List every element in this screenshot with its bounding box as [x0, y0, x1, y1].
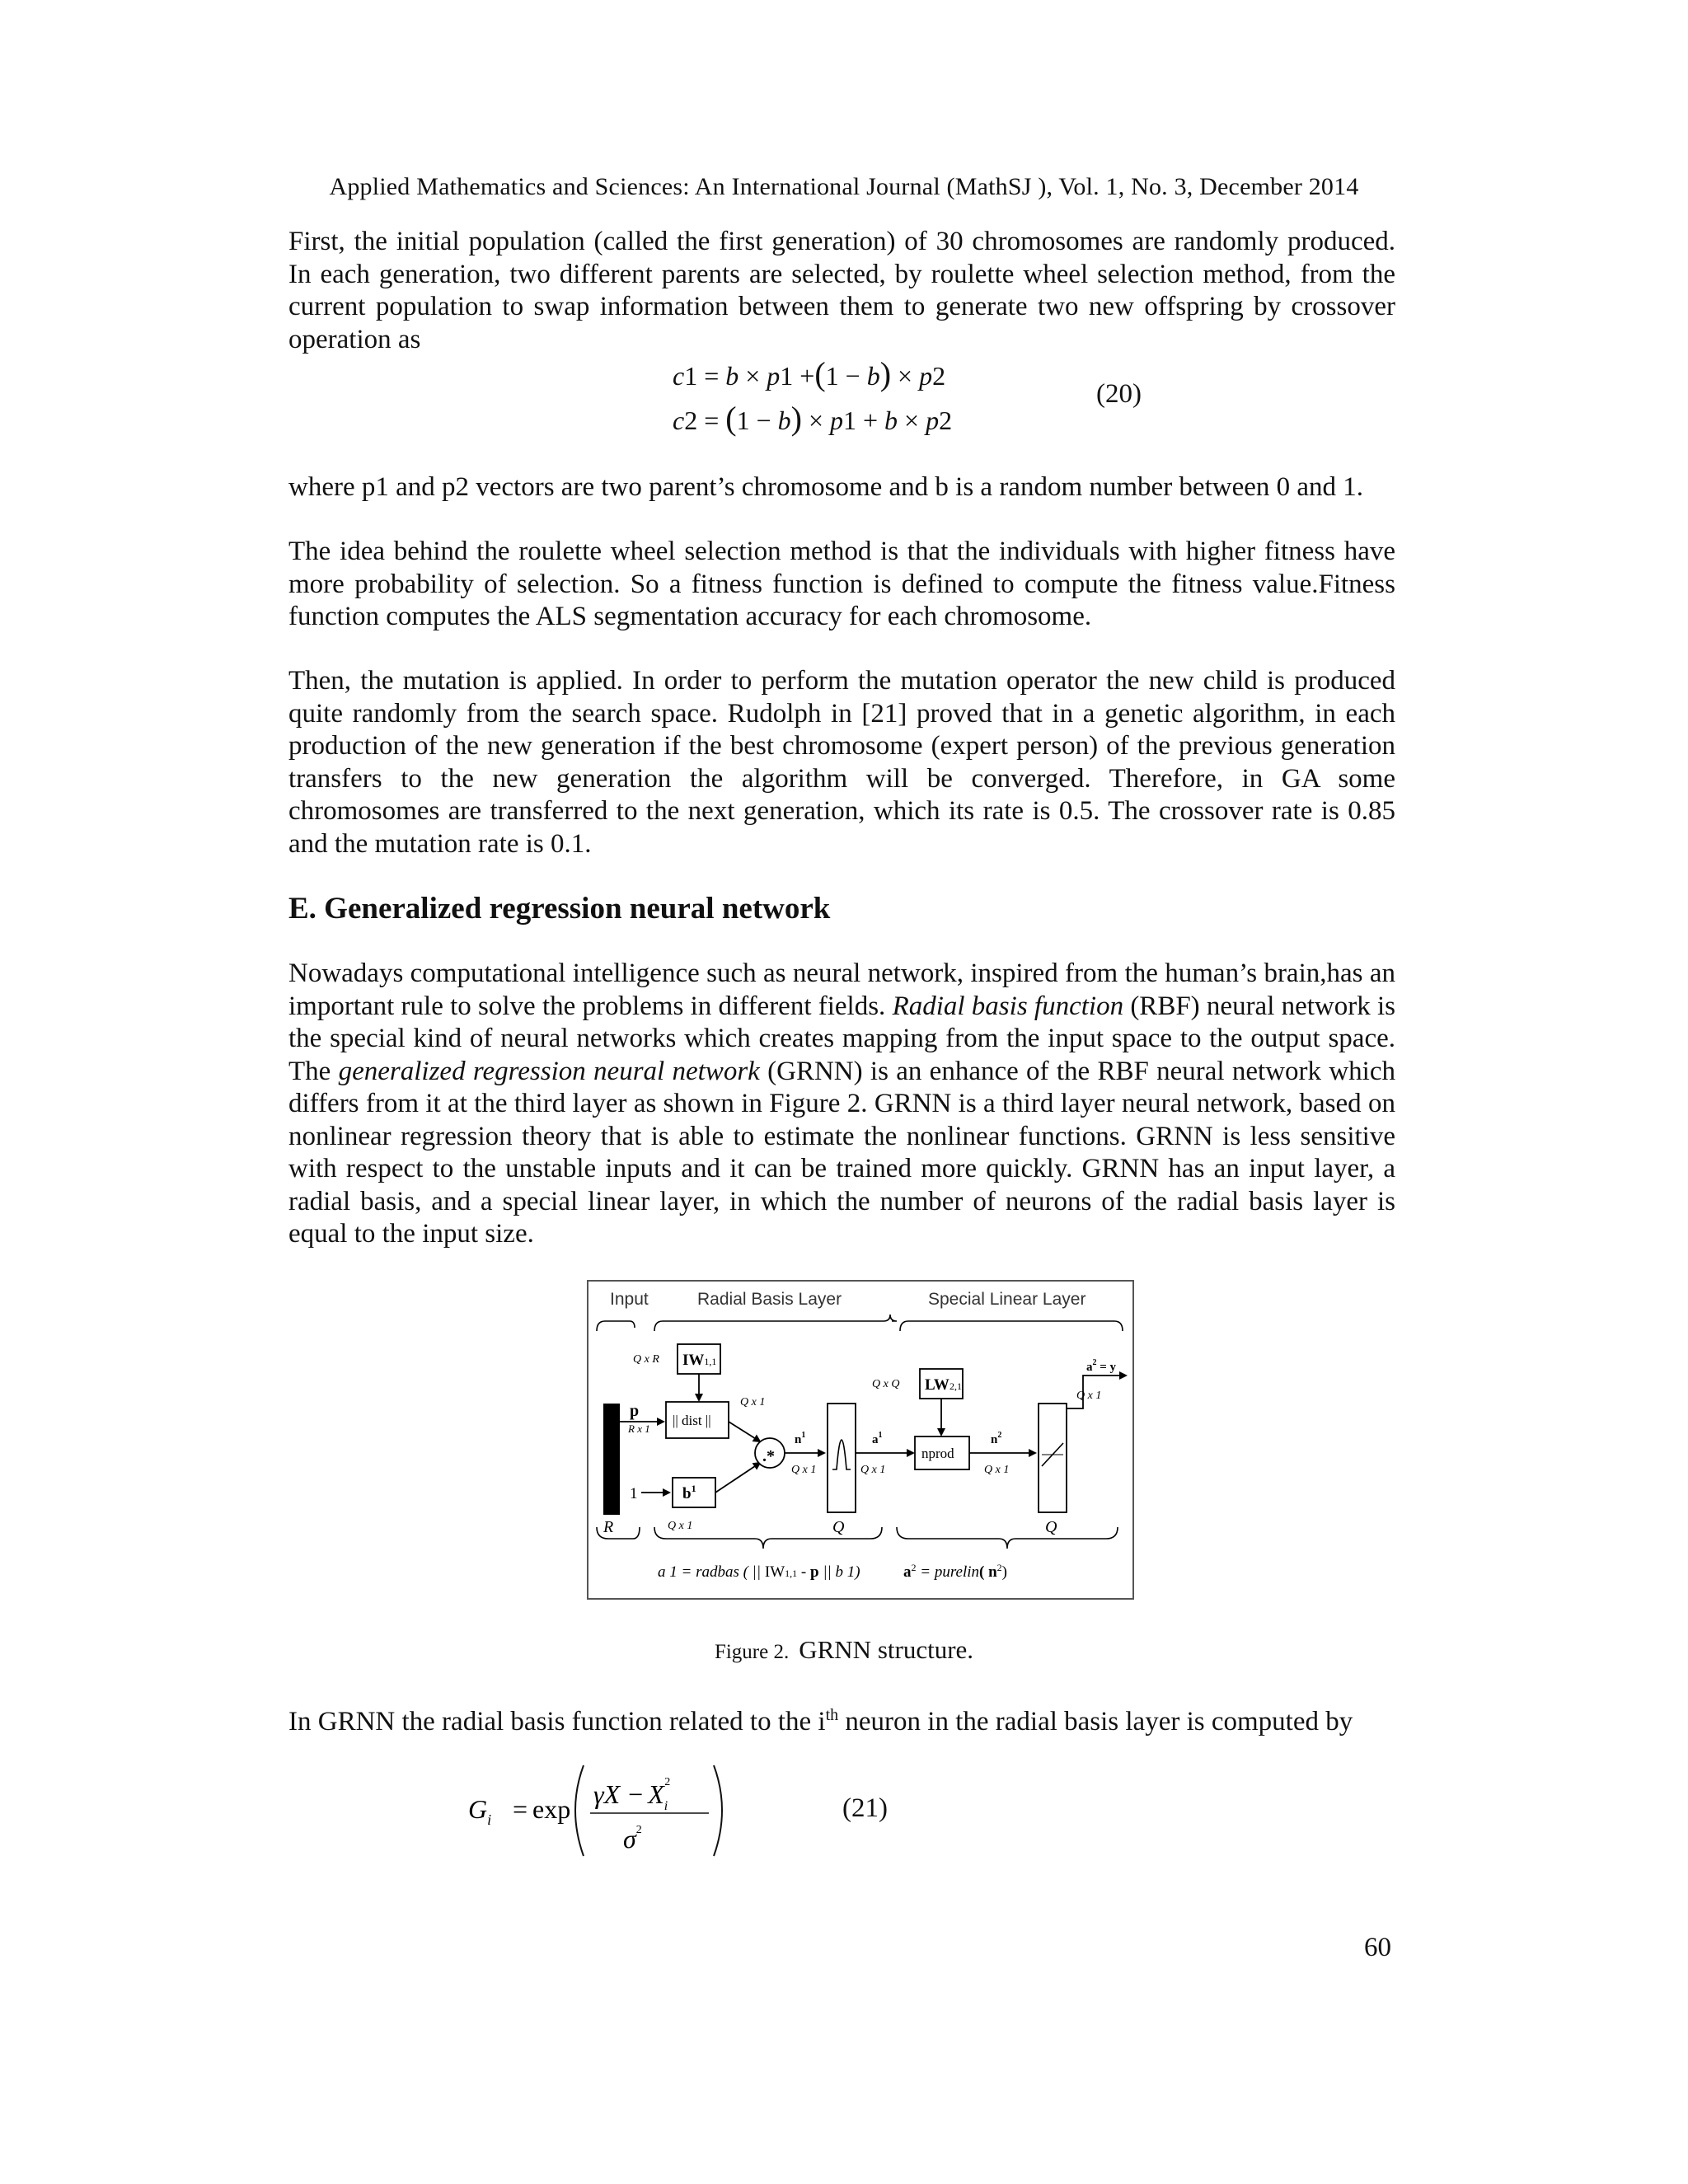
label-qxq: Q x Q	[872, 1378, 900, 1390]
equation-21-number: (21)	[842, 1793, 888, 1823]
label-n1: $n^1$	[795, 1431, 806, 1446]
label-special-linear-layer: Special Linear Layer	[928, 1290, 1086, 1309]
label-qx1-bias: Q x 1	[668, 1520, 693, 1532]
equation-20-line-1: c1 = b × p1 +(1 − b) × p2	[673, 355, 946, 392]
label-nprod: nprod	[921, 1446, 954, 1461]
equation-20-number: (20)	[1096, 379, 1142, 409]
paragraph-1-text: First, the initial population (called the first generation) of 30 chromosomes are randomly produced. In each generation, two different parents are selected, by roulette wheel selection method, from the current population to swap information between them to generate two new offspring by crossover operation as	[288, 227, 1395, 354]
paragraph-5-part-e: (GRNN) is an enhance of the RBF neural network which differs from it at the third layer as shown in Figure 2. GRNN is a third layer neural network, based on nonlinear regression theory that is able to estimate the nonlinear functions. GRNN is less sensitive with respect to the unstable inputs and it can be trained more quickly. GRNN has an input layer, a radial basis, and a special linear layer, in which the number of neurons of the radial basis layer is equal to the input size.	[288, 1056, 1395, 1249]
figure-caption-text: GRNN structure.	[799, 1635, 974, 1664]
label-iw: IW1,1	[682, 1352, 717, 1369]
purelin-box	[1039, 1404, 1067, 1512]
label-qx1-n1: Q x 1	[791, 1464, 817, 1476]
figure-caption-label: Figure 2.	[714, 1641, 790, 1663]
paragraph-5	[288, 958, 1395, 1251]
paragraph-4-text: Then, the mutation is applied. In order to perform the mutation operator the new child is produced quite randomly from the search space. Rudolph in [21] proved that in a genetic algorithm, in each production of the new generation if the best chromosome (expert person) of the previous generation transfers to the new generation the algorithm will be converged. Therefore, in GA some chromosomes are transferred to the next generation, which its rate is 0.5. The crossover rate is 0.85 and the mutation rate is 0.1.	[288, 666, 1395, 859]
label-R: R	[603, 1518, 614, 1536]
equation-21-svg	[462, 1755, 742, 1863]
eq21-right-paren	[714, 1765, 722, 1856]
section-heading: E. Generalized regression neural network	[288, 892, 831, 926]
label-b1: $b^1$	[682, 1483, 696, 1502]
label-qx1-a1: Q x 1	[860, 1464, 886, 1476]
figure-caption	[0, 1635, 1688, 1665]
label-input: Input	[610, 1290, 649, 1309]
label-qx1-output: Q x 1	[1076, 1390, 1102, 1402]
label-one: 1	[630, 1485, 638, 1502]
paragraph-4	[288, 665, 1395, 860]
label-a2y: $a^2 = y$	[1086, 1358, 1117, 1374]
label-q-purelin: Q	[1045, 1518, 1057, 1536]
paragraph-6-text: In GRNN the radial basis function related to the $i^{th}$ neuron in the radial basis layer is computed by	[288, 1706, 1353, 1736]
label-q-radbas: Q	[832, 1518, 845, 1536]
eq21-equals: =	[513, 1794, 528, 1824]
eq21-numerator: $\gamma X - X_i2$	[593, 1776, 671, 1813]
label-qxr: Q x R	[633, 1353, 659, 1366]
input-vector-bar	[603, 1404, 620, 1515]
label-qx1-dist: Q x 1	[740, 1396, 766, 1408]
label-rx1: R x 1	[628, 1422, 650, 1435]
paragraph-5-part-c: (RBF) neural network is the special kind of neural networks which creates mapping from the input space to the output space. The	[288, 991, 1396, 1086]
paragraph-1	[288, 226, 1395, 356]
label-dist: || dist ||	[673, 1413, 711, 1428]
paragraph-3-text: The idea behind the roulette wheel selection method is that the individuals with higher fitness have more probability of selection. So a fitness function is defined to compute the fitness value.Fitness function computes the ALS segmentation accuracy for each chromosome.	[288, 537, 1395, 631]
radbas-box	[828, 1404, 856, 1512]
eq21-left-paren	[575, 1765, 584, 1856]
term-grnn: generalized regression neural network	[338, 1056, 760, 1086]
grnn-diagram	[587, 1280, 1134, 1600]
label-radial-basis-layer: Radial Basis Layer	[697, 1290, 842, 1309]
term-rbf: Radial basis function	[892, 991, 1124, 1021]
page-number: 60	[1364, 1933, 1391, 1962]
label-p: p	[630, 1402, 640, 1420]
paragraph-5-part-a: Nowadays computational intelligence such as neural network, inspired from the human’s brain,has an important rule to solve the problems in different fields.	[288, 958, 1395, 1021]
running-header: Applied Mathematics and Sciences: An International Journal (MathSJ ), Vol. 1, No. 3, December 2014	[329, 173, 1359, 200]
paragraph-2	[288, 471, 1395, 504]
formula-purelin: $a^2$ = purelin( $n^2$)	[903, 1562, 1007, 1581]
paragraph-2-text: where p1 and p2 vectors are two parent’s chromosome and b is a random number between 0 and 1.	[288, 472, 1364, 502]
label-dot: .*	[762, 1447, 775, 1465]
label-lw: LW2,1	[925, 1376, 962, 1394]
formula-radbas: a 1 = radbas ( || IW1,1 - p || b 1)	[658, 1563, 860, 1581]
paragraph-3	[288, 536, 1395, 634]
equation-20-line-2: c2 = (1 − b) × p1 + b × p2	[673, 400, 953, 437]
figure-grnn-structure	[587, 1280, 1134, 1600]
paragraph-6	[288, 1699, 1395, 1739]
eq21-g: $G_i$	[468, 1794, 492, 1828]
eq21-denominator: $\sigma^2$	[623, 1824, 642, 1854]
label-qx1-n2: Q x 1	[984, 1464, 1010, 1476]
label-a1: $a^1$	[872, 1431, 883, 1446]
label-n2: $n^2$	[991, 1431, 1002, 1446]
paragraph-5-text	[288, 958, 1395, 1251]
eq21-exp: exp	[532, 1794, 571, 1824]
